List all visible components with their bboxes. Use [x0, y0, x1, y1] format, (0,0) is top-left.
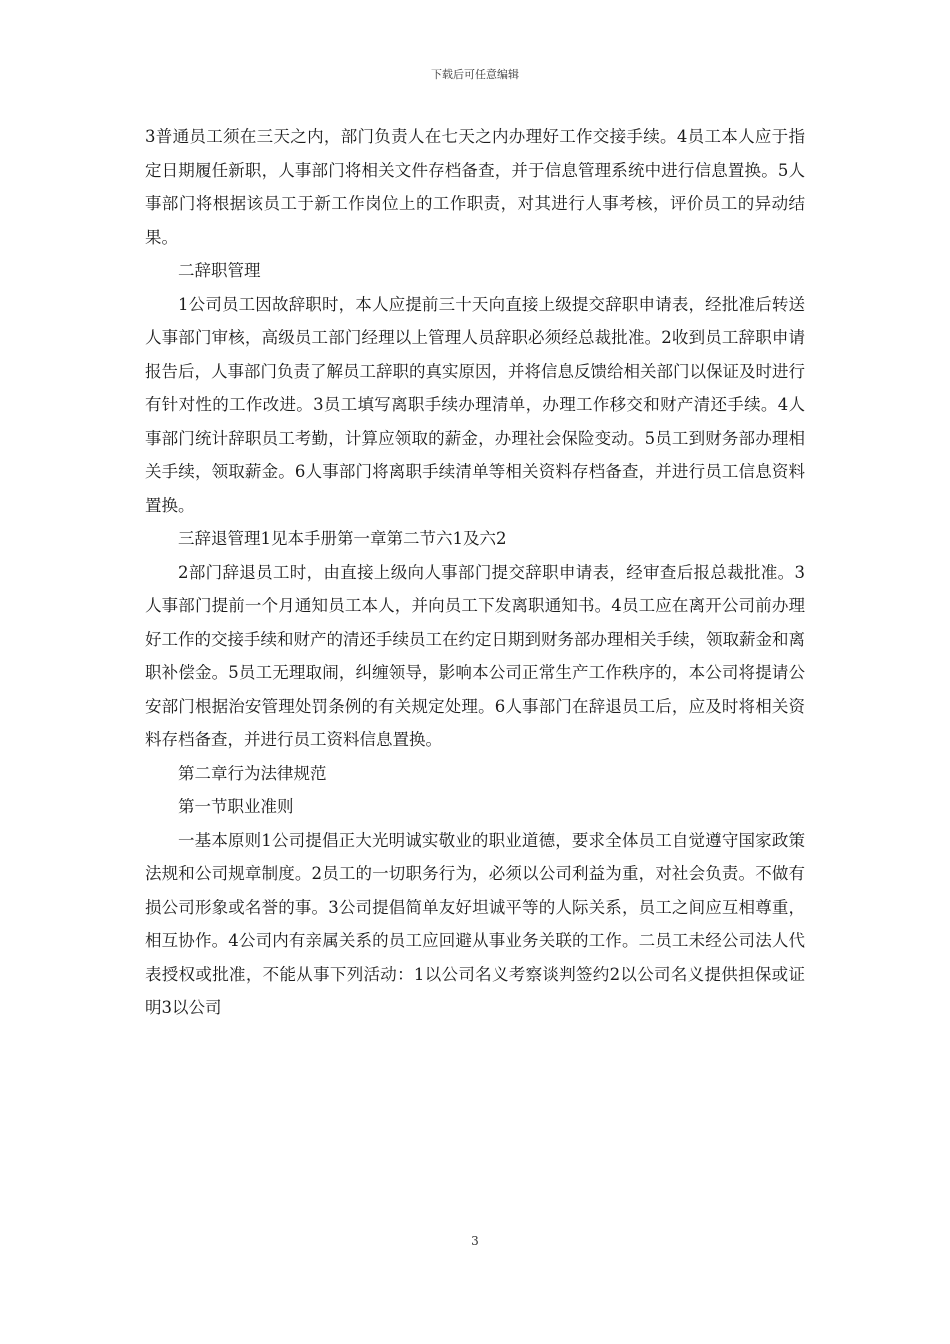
page-header: 下载后可任意编辑 — [431, 68, 519, 81]
heading-resignation: 二辞职管理 — [178, 261, 261, 280]
paragraph-transfer-steps: 3普通员工须在三天之内，部门负责人在七天之内办理好工作交接手续。4员工本人应于指定日期履任新职，人事部门将相关文件存档备查，并于信息管理系统中进行信息置换。5人事部门将根据该员工于新工作岗位上的工作职责，对其进行人事考核，评价员工的异动结果。 — [145, 127, 805, 247]
document-body — [145, 120, 805, 1025]
paragraph-resignation: 1公司员工因故辞职时，本人应提前三十天向直接上级提交辞职申请表，经批准后转送人事部门审核，高级员工部门经理以上管理人员辞职必须经总裁批准。2收到员工辞职申请报告后，人事部门负责了解员工辞职的真实原因，并将信息反馈给相关部门以保证及时进行有针对性的工作改进。3员工填写离职手续办理清单，办理工作移交和财产清还手续。4人事部门统计辞职员工考勤，计算应领取的薪金，办理社会保险变动。5员工到财务部办理相关手续，领取薪金。6人事部门将离职手续清单等相关资料存档备查，并进行员工信息资料置换。 — [145, 294, 805, 515]
paragraph-basic-principles: 一基本原则1公司提倡正大光明诚实敬业的职业道德，要求全体员工自觉遵守国家政策法规和公司规章制度。2员工的一切职务行为，必须以公司利益为重，对社会负责。不做有损公司形象或名誉的事。3公司提倡简单友好坦诚平等的人际关系，员工之间应互相尊重，相互协作。4公司内有亲属关系的员工应回避从事业务关联的工作。二员工未经公司法人代表授权或批准，不能从事下列活动：1以公司名义考察谈判签约2以公司名义提供担保或证明3以公司 — [145, 830, 805, 1017]
heading-dismissal: 三辞退管理1见本手册第一章第二节六1及六2 — [178, 529, 507, 548]
heading-section-one: 第一节职业准则 — [178, 797, 294, 816]
heading-chapter-two: 第二章行为法律规范 — [178, 763, 327, 783]
paragraph-dismissal: 2部门辞退员工时，由直接上级向人事部门提交辞职申请表，经审查后报总裁批准。3人事部门提前一个月通知员工本人，并向员工下发离职通知书。4员工应在离开公司前办理好工作的交接手续和财产的清还手续员工在约定日期到财务部办理相关手续，领取薪金和离职补偿金。5员工无理取闹，纠缠领导，影响本公司正常生产工作秩序的，本公司将提请公安部门根据治安管理处罚条例的有关规定处理。6人事部门在辞退员工后，应及时将相关资料存档备查，并进行员工资料信息置换。 — [145, 562, 805, 749]
page-number: 3 — [471, 1234, 479, 1248]
